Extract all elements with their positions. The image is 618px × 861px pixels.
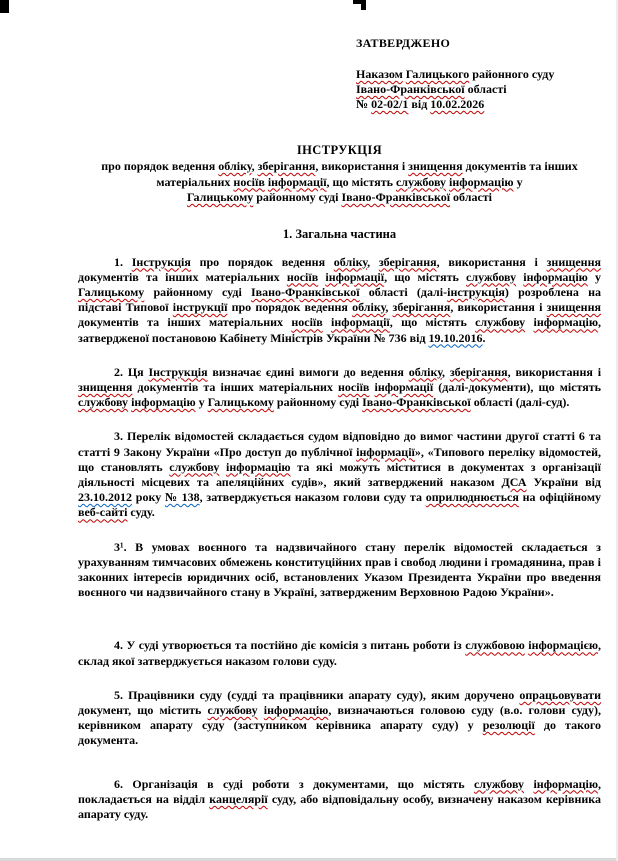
- spellcheck-underline: службову: [395, 174, 447, 189]
- spellcheck-underline: зберігання: [378, 254, 437, 269]
- paragraph-3-1: 3¹. В умовах воєнного та надзвичайного стану перелік відомостей складається з урахуванням тимчасових обмежень конституційних прав і свобод людини і громадянина, прав і законних інтересів юридичних осіб, встановлених Указом Президента України про введення воєнного чи надзвичайного стану в Україні, затвердженим Верховною Радою України».: [78, 539, 601, 600]
- spellcheck-underline: 02-02/1: [371, 97, 409, 111]
- spellcheck-underline: інформацію: [533, 315, 599, 330]
- spellcheck-underline: службову: [78, 395, 129, 410]
- approval-line-region: Івано-Франківської області: [356, 82, 507, 96]
- spellcheck-underline: інструкція: [447, 284, 505, 299]
- spellcheck-underline: Галицькому: [207, 395, 274, 410]
- spellcheck-underline: знищення: [546, 254, 602, 269]
- approval-stamp: ЗАТВЕРДЖЕНО: [356, 36, 451, 50]
- spellcheck-underline: Наказом: [356, 67, 403, 81]
- spellcheck-underline: оприлюднюється: [425, 490, 519, 505]
- spellcheck-underline: опрацьовувати: [519, 687, 601, 702]
- section-heading: 1. Загальна частина: [282, 226, 397, 241]
- paragraph-3: 3. Перелік відомостей складається судом відповідно до вимог частини другої статті 6 та статті 9 Закону України «Про доступ до публічної інформації», «Типового переліку відомостей, що становлять службову інформацію та які можуть міститися в документах з організації діяльності місцевих та апеляційних судів», який затверджений наказом ДСА України від 23.10.2012 року № 138, затверджується наказом голови суду та оприлюднюється на офіційному веб-сайті суду.: [78, 429, 602, 520]
- spellcheck-underline: 19.10.2016: [428, 330, 483, 345]
- spellcheck-underline: інформацію: [263, 702, 329, 717]
- spellcheck-underline: веб-сайті: [78, 505, 128, 520]
- spellcheck-underline: Галицькому: [78, 284, 145, 299]
- spellcheck-underline: носіїв: [286, 269, 319, 284]
- spellcheck-underline: Інструкція: [131, 254, 191, 269]
- spellcheck-underline: знищення: [408, 159, 463, 173]
- paragraph-5: 5. Працівники суду (судді та працівники апарату суду), яким доручено опрацьовувати документ, що містить службову інформацію, визначаються головою суду (в.о. голови суду), керівником апарату суду (заступником керівника апарату суду) у резолюції до такого документа.: [78, 687, 601, 748]
- spellcheck-underline: інформації: [325, 269, 385, 284]
- spellcheck-underline: інформації: [331, 315, 390, 330]
- document-title: ІНСТРУКЦІЯ: [296, 143, 383, 157]
- spellcheck-underline: Галицькому: [186, 190, 254, 204]
- spellcheck-underline: обліку: [352, 300, 386, 315]
- spellcheck-underline: обліку: [333, 254, 368, 269]
- document-body: [0, 143, 618, 822]
- spellcheck-underline: службову: [475, 315, 526, 330]
- spellcheck-underline: носіїв: [233, 174, 265, 189]
- spellcheck-underline: обліку: [218, 159, 252, 173]
- spellcheck-underline: інформації: [374, 379, 434, 394]
- spellcheck-underline: інформацію: [533, 776, 599, 791]
- spellcheck-underline: № 138: [164, 490, 200, 505]
- spellcheck-underline: інформацію: [226, 459, 291, 474]
- spellcheck-underline: ДСА: [501, 474, 527, 489]
- spellcheck-underline: Івано-Франківської: [356, 82, 465, 96]
- document-subtitle-line-2: матеріальних носіїв інформації, що містять службову інформацію у: [156, 174, 523, 189]
- spellcheck-underline: 10.02.2026: [430, 97, 485, 111]
- approval-line-number-date: № 02-02/1 від 10.02.2026: [356, 97, 485, 111]
- spellcheck-underline: резолюції: [482, 718, 535, 733]
- spellcheck-underline: інструкції: [172, 300, 228, 315]
- spellcheck-underline: службову: [466, 269, 517, 284]
- scan-artifact-corner: [0, 0, 9, 13]
- spellcheck-underline: носіїв: [338, 379, 370, 394]
- document-subtitle: [78, 159, 601, 206]
- document-subtitle-line-1: про порядок ведення обліку, зберігання, використання і знищення документів та інших: [101, 159, 578, 173]
- spellcheck-underline: службову: [473, 776, 525, 791]
- spellcheck-underline: інформацію: [131, 395, 196, 410]
- scan-artifact-top: [353, 0, 366, 10]
- spellcheck-underline: носіїв: [291, 315, 323, 330]
- spellcheck-underline: службову: [169, 459, 220, 474]
- spellcheck-underline: зберігання: [257, 159, 316, 173]
- spellcheck-underline: обліку: [408, 364, 443, 379]
- spellcheck-underline: інформації: [267, 174, 327, 189]
- approval-line-order: Наказом Галицького районного суду: [356, 67, 555, 81]
- paragraph-2: 2. Ця Інструкція визначає єдині вимоги до ведення обліку, зберігання, використання і знищення документів та інших матеріальних носіїв інформації (далі-документи), що містять службову інформацію у Галицькому районному суді Івано-Франківської області (далі-суд).: [78, 364, 602, 410]
- spellcheck-underline: знищення: [78, 379, 133, 394]
- spellcheck-underline: Івано-Франківської: [341, 190, 451, 204]
- spellcheck-underline: зберігання: [449, 364, 508, 379]
- spellcheck-underline: канцелярії: [209, 791, 268, 806]
- spellcheck-underline: службову: [207, 702, 258, 717]
- spellcheck-underline: Івано-Франківської: [250, 284, 360, 299]
- spellcheck-underline: інформацією: [528, 638, 598, 653]
- spellcheck-underline: інформацію: [523, 269, 588, 284]
- spellcheck-underline: Інструкція: [148, 364, 208, 379]
- spellcheck-underline: 23.10.2012: [78, 490, 132, 505]
- spellcheck-underline: Галицького: [405, 67, 470, 81]
- spellcheck-underline: інформації: [356, 444, 415, 459]
- approval-block: [356, 36, 600, 112]
- spellcheck-underline: знищення: [546, 300, 601, 315]
- paragraph-1: 1. Інструкція про порядок ведення обліку, зберігання, використання і знищення документів та інших матеріальних носіїв інформації, що містять службову інформацію у Галицькому районному суді Івано-Франківської області (далі-інструкція) розроблена на підставі Типової інструкції про порядок ведення обліку, зберігання, використання і знищення документів та інших матеріальних носіїв інформації, що містять службову інформацію, затвердженої постановою Кабінету Міністрів України № 736 від 19.10.2016.: [78, 254, 602, 345]
- scan-artifact-bar-vertical: [361, 0, 366, 10]
- paragraph-6: 6. Організація в суді роботи з документами, що містять службову інформацію, покладається на відділ канцелярії суду, або відповідальну особу, визначену наказом керівника апарату суду.: [78, 776, 602, 821]
- spellcheck-underline: службовою: [465, 638, 525, 653]
- spellcheck-underline: Івано-Франківської: [362, 395, 471, 410]
- paragraph-4: 4. У суді утворюється та постійно діє комісія з питань роботи із службовою інформацією, склад якої затверджується наказом голови суду.: [78, 638, 601, 668]
- spellcheck-underline: зберігання: [392, 300, 451, 315]
- spellcheck-underline: інформацію: [449, 174, 514, 189]
- document-subtitle-line-3: Галицькому районному суді Івано-Франківської області: [186, 190, 493, 204]
